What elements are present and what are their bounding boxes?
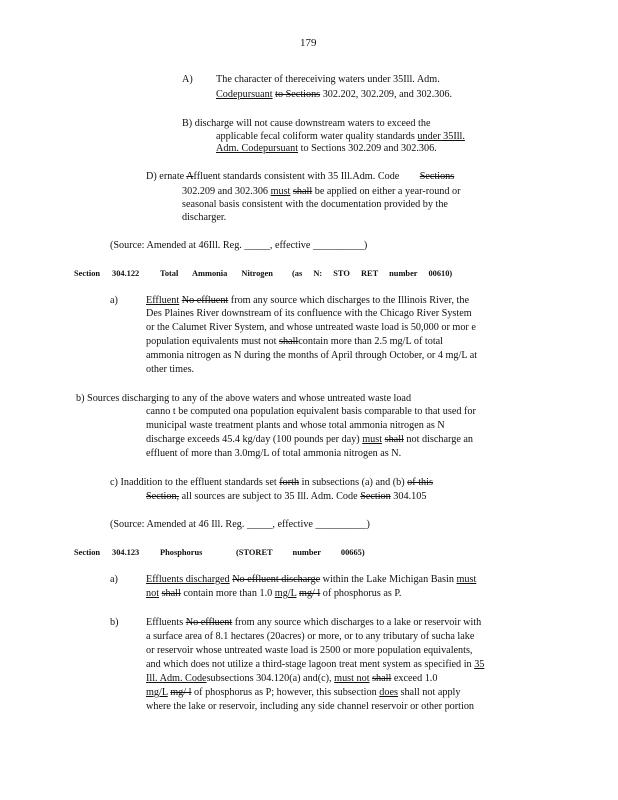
- para-122b-line-3: municipal waste treatment plants and whose total ammonia nitrogen as N: [146, 420, 445, 431]
- deleted-text: mg/ l: [299, 588, 321, 599]
- para-122a-line-1: [146, 295, 469, 307]
- para-123a-line-1: [146, 574, 476, 586]
- deleted-text: shall: [384, 434, 404, 445]
- source-text: (Source: Amended at 46 Ill. Reg.: [110, 519, 245, 530]
- source-text: ): [366, 519, 370, 530]
- section-122-number: 304.122: [112, 269, 140, 278]
- deleted-text: of this: [407, 477, 433, 488]
- para-d-label: D): [146, 171, 157, 182]
- body-text: contain more than 1.0: [183, 588, 273, 599]
- inserted-text: 35: [474, 659, 485, 670]
- para-d-line-2: [182, 186, 461, 198]
- para-123b-line-5: [146, 673, 437, 685]
- item-a-line-2: [216, 89, 452, 101]
- body-text: in subsections (a) and (b): [301, 477, 405, 488]
- section-122-title: Total Ammonia Nitrogen: [160, 269, 273, 278]
- body-text: of phosphorus as P; however, this subsection: [194, 687, 377, 698]
- source-note-1: [110, 240, 367, 252]
- para-d-line-4: discharger.: [182, 212, 227, 223]
- body-text: be applied on either a year-round or: [314, 186, 461, 197]
- body-text: from any source which discharges to a lake or reservoir with: [234, 617, 482, 628]
- para-122a-line-4: [146, 336, 443, 348]
- deleted-text: mg/ l: [170, 687, 192, 698]
- body-text: discharge will not cause downstream waters to exceed the: [194, 118, 431, 129]
- body-text: Effluents: [146, 617, 184, 628]
- para-122c-line-2: [146, 491, 426, 503]
- body-text: exceed 1.0: [393, 673, 438, 684]
- para-123a-line-2: [146, 588, 401, 600]
- para-123b-line-6: [146, 687, 460, 699]
- inserted-text: must: [456, 574, 477, 585]
- item-b-label: B): [182, 118, 193, 129]
- para-123b-line-7: where the lake or reservoir, including any side channel reservoir or other portion: [146, 701, 475, 712]
- source-text: , effective: [272, 519, 313, 530]
- body-text: to Sections 302.209 and 302.306.: [300, 143, 437, 154]
- body-text: not discharge an: [406, 434, 473, 445]
- inserted-text: does: [379, 687, 398, 698]
- inserted-text: under 35Ill.: [417, 131, 465, 142]
- inserted-text: mg/L: [274, 588, 297, 599]
- section-123-number: 304.123: [112, 548, 140, 557]
- body-text: discharge exceeds 45.4 kg/day (100 pounds per day): [146, 434, 360, 445]
- body-text: ffluent standards consistent with 35 Ill.Adm. Code: [193, 171, 400, 182]
- item-b-line-2: [216, 131, 465, 143]
- item-a-label: A): [182, 74, 193, 85]
- para-123b-line-2: a surface area of 8.1 hectares (20acres) or more, or to any tributary of sucha lake: [146, 631, 475, 642]
- inserted-text: must: [362, 434, 383, 445]
- source-text: (Source: Amended at 46Ill. Reg.: [110, 240, 242, 251]
- section-123-label: Section: [74, 548, 101, 557]
- blank-field: __________: [315, 519, 367, 530]
- body-text: 302.209 and 302.306: [182, 186, 269, 197]
- section-122-label: Section: [74, 269, 101, 278]
- para-123b-line-1: [146, 617, 481, 629]
- inserted-text: must: [270, 186, 291, 197]
- section-122-storet: (as N: STO RET number 00610): [292, 269, 453, 278]
- body-text: population equivalents must not: [146, 336, 277, 347]
- deleted-text: shall: [292, 186, 313, 197]
- body-text: 304.105: [393, 491, 427, 502]
- para-122b-line-5: effluent of more than 3.0mg/L of total ammonia nitrogen as N.: [146, 448, 402, 459]
- item-b-line-3: [216, 143, 437, 155]
- para-d-line-3: seasonal basis consistent with the documentation provided by the: [182, 199, 448, 210]
- para-122b-line-4: [146, 434, 473, 446]
- deleted-text: Sections: [419, 171, 455, 182]
- deleted-text: shall: [161, 588, 181, 599]
- body-text: of phosphorus as P.: [322, 588, 402, 599]
- body-text: ernate: [159, 171, 185, 182]
- inserted-text: must not: [334, 673, 370, 684]
- para-122a-line-3: or the Calumet River System, and whose untreated waste load is 50,000 or mor e: [146, 322, 476, 333]
- inserted-text: Ill. Adm. Code: [146, 673, 207, 684]
- para-122b-line-2: canno t be computed ona population equivalent basis comparable to that used for: [146, 406, 476, 417]
- body-text: all sources are subject to 35 Ill. Adm. Code: [181, 491, 358, 502]
- para-122a-line-6: other times.: [146, 364, 195, 375]
- para-122b-line-1: b) Sources discharging to any of the above waters and whose untreated waste load: [76, 393, 412, 404]
- deleted-text: No effluent: [181, 295, 229, 306]
- section-123-title: Phosphorus: [160, 548, 203, 557]
- deleted-text: Section,: [146, 491, 180, 502]
- body-text: from any source which discharges to the Illinois River, the: [230, 295, 469, 306]
- page-number: 179: [300, 37, 317, 49]
- para-122a-line-5: ammonia nitrogen as N during the months of April through October, or 4 mg/L at: [146, 350, 478, 361]
- inserted-text: Adm. Codepursuant: [216, 143, 299, 154]
- body-text: subsections 304.120(a) and(c),: [206, 673, 332, 684]
- deleted-text: to Sections: [275, 89, 321, 100]
- para-123b-line-4: [146, 659, 484, 671]
- blank-field: _____: [244, 240, 270, 251]
- para-123b-line-3: or reservoir whose untreated waste load is 2500 or more population equivalents,: [146, 645, 473, 656]
- body-text: shall not apply: [400, 687, 461, 698]
- body-text: 302.202, 302.209, and 302.306.: [322, 89, 453, 100]
- blank-field: __________: [312, 240, 364, 251]
- deleted-text: shall: [372, 673, 392, 684]
- para-122a-label: a): [110, 295, 118, 306]
- source-note-2: [110, 519, 370, 531]
- deleted-text: A: [186, 171, 194, 182]
- section-123-storet: (STORET number 00665): [236, 548, 365, 557]
- inserted-text: Codepursuant: [216, 89, 273, 100]
- inserted-text: Effluents discharged: [146, 574, 230, 585]
- para-122c-line-1: [110, 477, 433, 489]
- deleted-text: No effluent: [185, 617, 233, 628]
- source-text: , effective: [269, 240, 311, 251]
- inserted-text: mg/L: [146, 687, 168, 698]
- deleted-text: shall: [279, 336, 299, 347]
- inserted-text: not: [146, 588, 160, 599]
- body-text: applicable fecal coliform water quality standards: [216, 131, 415, 142]
- source-text: ): [363, 240, 368, 251]
- body-text: c) Inaddition to the effluent standards set: [110, 477, 277, 488]
- deleted-text: forth: [279, 477, 300, 488]
- body-text: and which does not utilize a third-stage lagoon treat ment system as specified in: [146, 659, 472, 670]
- deleted-text: Section: [360, 491, 391, 502]
- para-122a-line-2: Des Plaines River downstream of its confluence with the Chicago River System: [146, 308, 472, 319]
- body-text: contain more than 2.5 mg/L of total: [298, 336, 444, 347]
- item-b-line-1: [182, 118, 430, 130]
- body-text: within the Lake Michigan Basin: [322, 574, 454, 585]
- inserted-text: Effluent: [146, 295, 180, 306]
- item-a-line-1: The character of thereceiving waters under 35Ill. Adm.: [216, 74, 440, 85]
- para-123a-label: a): [110, 574, 118, 585]
- deleted-text: No effluent discharge: [232, 574, 321, 585]
- para-d-line-1: [146, 171, 454, 183]
- blank-field: _____: [246, 519, 273, 530]
- para-123b-label: b): [110, 617, 119, 628]
